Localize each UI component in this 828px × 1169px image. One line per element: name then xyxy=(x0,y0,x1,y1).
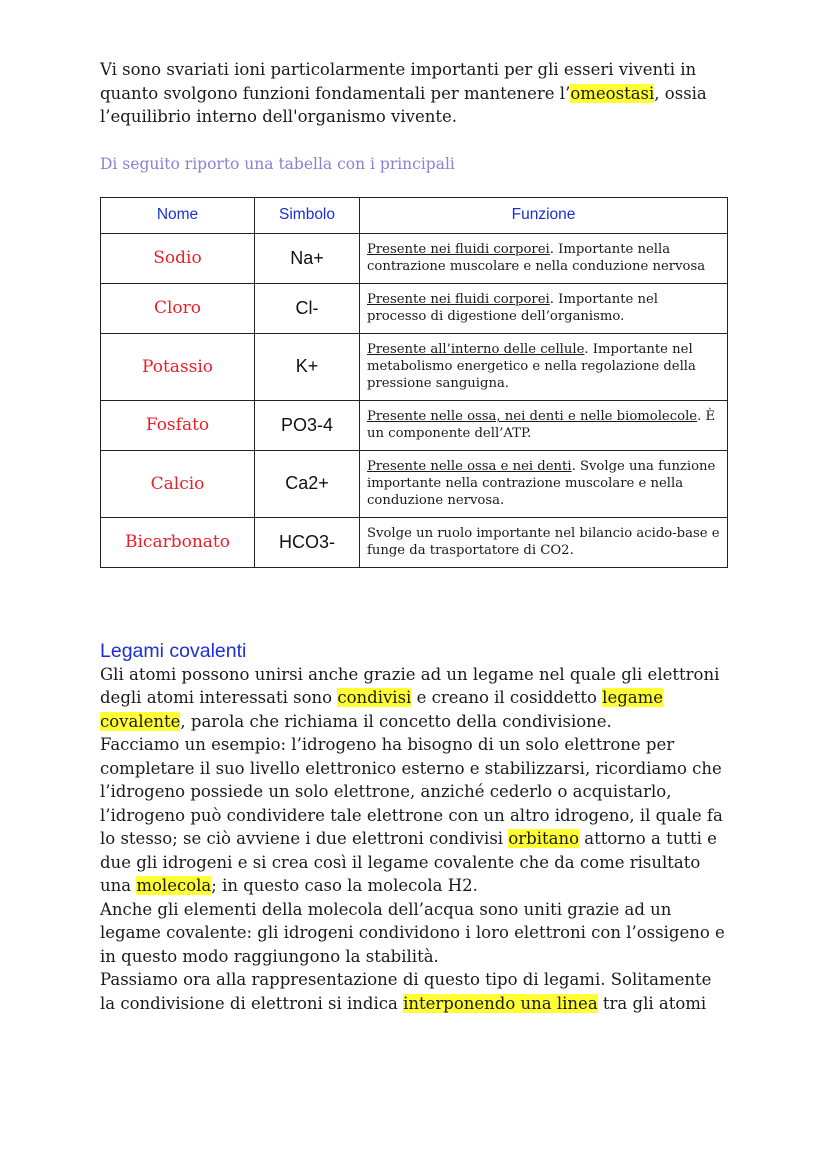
ion-name: Cloro xyxy=(101,283,255,333)
paragraph-text: attorno a tutti e due gli idrogeni e si crea così il legame covalente che da come risultato una xyxy=(100,829,717,895)
table-header-row xyxy=(101,197,728,233)
highlight-molecola: molecola xyxy=(136,876,212,895)
paragraph-text: Passiamo ora alla rappresentazione di questo tipo di legami. Solitamente la condivisione di elettroni si indica xyxy=(100,970,712,1013)
function-text: . È un componente dell’ATP. xyxy=(367,409,716,441)
paragraph-text: e creano il cosiddetto xyxy=(411,688,603,707)
function-underlined: Presente all’interno delle cellule xyxy=(367,342,585,357)
section-paragraph-3: Anche gli elementi della molecola dell’acqua sono uniti grazie ad un legame covalente: gli idrogeni condividono i loro elettroni con l’ossigeno e in questo modo raggiungono la stabilità. xyxy=(100,899,725,966)
function-text: Svolge un ruolo importante nel bilancio acido-base e funge da trasportatore di CO2. xyxy=(367,526,720,558)
ion-name: Calcio xyxy=(101,450,255,517)
ion-function xyxy=(360,333,728,400)
ion-function xyxy=(360,517,728,567)
ion-function xyxy=(360,233,728,283)
table-row xyxy=(101,233,728,283)
header-nome: Nome xyxy=(101,197,255,233)
ion-name: Fosfato xyxy=(101,400,255,450)
ion-symbol: PO3-4 xyxy=(255,400,360,450)
highlight-legame-covalente: legame covalente xyxy=(100,688,664,731)
ion-function xyxy=(360,450,728,517)
function-text: . Importante nel metabolismo energetico e nella regolazione della pressione sanguigna. xyxy=(367,342,696,391)
ion-symbol: K+ xyxy=(255,333,360,400)
ion-function xyxy=(360,283,728,333)
table-row xyxy=(101,333,728,400)
function-underlined: Presente nei fluidi corporei xyxy=(367,292,550,307)
intro-text-end: , ossia l’equilibrio interno dell'organismo vivente. xyxy=(100,83,707,126)
highlight-omeostasi: omeostasi xyxy=(570,83,655,103)
ions-table xyxy=(100,197,728,568)
ion-symbol: HCO3- xyxy=(255,517,360,567)
paragraph-text: tra gli atomi xyxy=(597,993,707,1013)
paragraph-text: , parola che richiama il concetto della condivisione. xyxy=(180,711,612,731)
table-row xyxy=(101,517,728,567)
section-title: Legami covalenti xyxy=(100,639,247,662)
section-paragraph-2 xyxy=(100,733,730,898)
ion-name: Bicarbonato xyxy=(101,517,255,567)
function-underlined: Presente nei fluidi corporei xyxy=(367,242,550,257)
paragraph-text: Gli atomi possono unirsi anche grazie ad un legame nel quale gli elettroni degli atomi interessati sono xyxy=(100,664,720,707)
ion-function xyxy=(360,400,728,450)
header-funzione: Funzione xyxy=(360,197,728,233)
table-caption: Di seguito riporto una tabella con i principali xyxy=(100,154,455,173)
highlight-condivisi: condivisi xyxy=(337,688,412,707)
section-paragraph-4 xyxy=(100,968,730,1015)
highlight-interponendo: interponendo una linea xyxy=(403,993,598,1013)
paragraph-text: Facciamo un esempio: l’idrogeno ha bisogno di un solo elettrone per completare il suo livello elettronico esterno e stabilizzarsi, ricordiamo che l’idrogeno possiede un solo elettrone, anziché cederlo o acquistarlo, l’idrogeno può condividere tale elettrone con un altro idrogeno, il quale fa lo stesso; se ciò avviene i due elettroni condivisi xyxy=(100,735,723,848)
function-text: . Svolge una funzione importante nella contrazione muscolare e nella conduzione nervosa. xyxy=(367,459,716,508)
paragraph-text: ; in questo caso la molecola H2. xyxy=(211,876,478,895)
highlight-orbitano: orbitano xyxy=(508,829,580,848)
intro-text: Vi sono svariati ioni particolarmente importanti per gli esseri viventi in quanto svolgono funzioni fondamentali per mantenere l’ xyxy=(100,60,697,103)
ion-symbol: Ca2+ xyxy=(255,450,360,517)
section-paragraph-1 xyxy=(100,663,730,734)
ion-name: Potassio xyxy=(101,333,255,400)
ion-name: Sodio xyxy=(101,233,255,283)
function-text: . Importante nella contrazione muscolare e nella conduzione nervosa xyxy=(367,242,706,274)
function-underlined: Presente nelle ossa, nei denti e nelle biomolecole xyxy=(367,409,698,424)
function-text: . Importante nel processo di digestione dell’organismo. xyxy=(367,292,658,324)
ion-symbol: Na+ xyxy=(255,233,360,283)
header-simbolo: Simbolo xyxy=(255,197,360,233)
table-row xyxy=(101,283,728,333)
function-underlined: Presente nelle ossa e nei denti xyxy=(367,459,572,474)
ion-symbol: Cl- xyxy=(255,283,360,333)
table-row xyxy=(101,450,728,517)
document-page xyxy=(100,58,730,1015)
intro-paragraph xyxy=(100,58,730,129)
table-row xyxy=(101,400,728,450)
